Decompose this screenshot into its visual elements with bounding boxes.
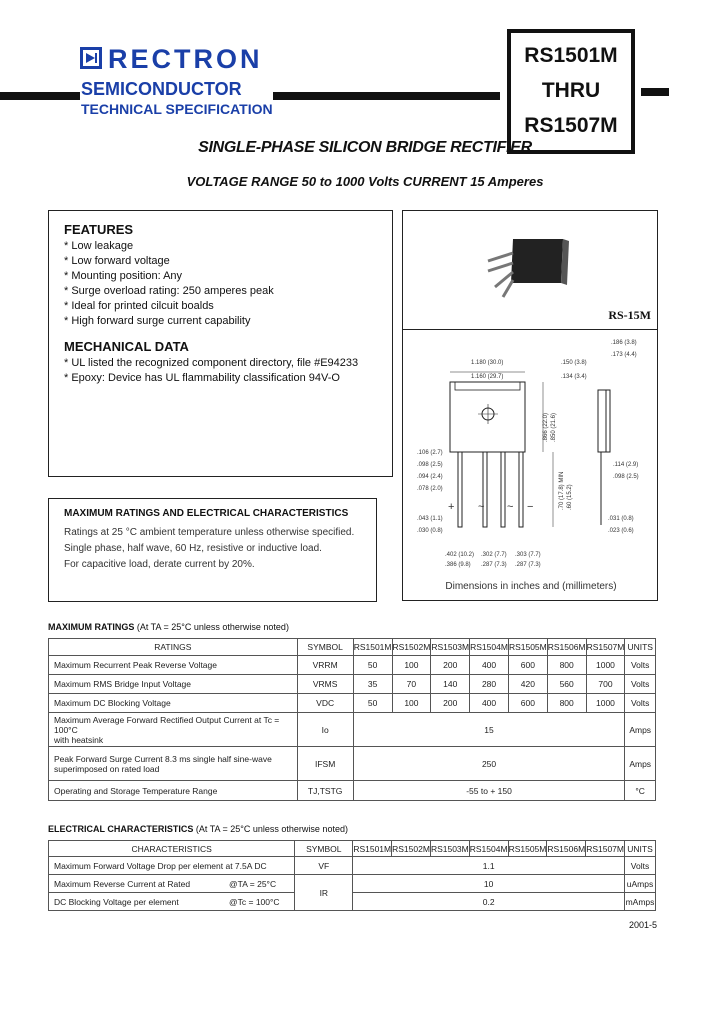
cell-value: 400	[470, 694, 509, 713]
cell-value: 15	[353, 713, 625, 747]
table-header: SYMBOL	[297, 639, 353, 656]
table-header: RS1503M	[431, 639, 470, 656]
list-item: * Low leakage	[64, 239, 392, 254]
table-header: RS1506M	[547, 639, 586, 656]
dim-text: .402 (10.2)	[445, 552, 475, 558]
row-label-line: Peak Forward Surge Current 8.3 ms single half sine-wave	[54, 753, 272, 764]
table-header: UNITS	[625, 639, 656, 656]
row-cond: @Tc = 100°C	[224, 893, 295, 911]
row-symbol: VDC	[297, 694, 353, 713]
row-symbol: Io	[297, 713, 353, 747]
dim-text: 1.160 (29.7)	[471, 374, 504, 380]
row-symbol: VRMS	[297, 675, 353, 694]
dim-text: .70 (17.8) MIN	[559, 471, 565, 510]
row-symbol: VRRM	[297, 656, 353, 675]
dim-text: .186 (3.8)	[611, 340, 637, 346]
page-title: SINGLE-PHASE SILICON BRIDGE RECTIFIER	[198, 139, 532, 156]
dim-text: .031 (0.8)	[608, 516, 634, 522]
table-row	[49, 713, 656, 747]
cell-value: 600	[508, 694, 547, 713]
ratings-note-line: Ratings at 25 °C ambient temperature unless otherwise specified.	[64, 527, 355, 538]
part-start: RS1501M	[524, 44, 618, 67]
header-rule-left	[0, 92, 80, 100]
dim-text: .173 (4.4)	[611, 352, 637, 358]
electrical-title-text: ELECTRICAL CHARACTERISTICS	[48, 824, 194, 834]
dimension-drawing	[402, 329, 658, 601]
list-item: * Surge overload rating: 250 amperes peak	[64, 284, 392, 299]
cell-value: 70	[392, 675, 431, 694]
part-number-box	[507, 29, 635, 154]
row-unit: mAmps	[625, 893, 656, 911]
cell-value: -55 to + 150	[353, 781, 625, 801]
brand-name: RECTRON	[108, 44, 263, 74]
table-header: RS1507M	[586, 639, 625, 656]
mechanical-heading: MECHANICAL DATA	[64, 339, 189, 354]
dim-text: .106 (2.7)	[417, 450, 443, 456]
row-symbol: VF	[295, 857, 353, 875]
table-header: RS1503M	[430, 841, 469, 857]
dim-text: .078 (2.0)	[417, 486, 443, 492]
cell-value: 35	[353, 675, 392, 694]
table-row	[49, 893, 656, 911]
row-unit: Volts	[625, 857, 656, 875]
table-header-row	[49, 841, 656, 857]
cell-value: 200	[431, 656, 470, 675]
row-unit: Volts	[625, 694, 656, 713]
table-header: RS1506M	[547, 841, 586, 857]
list-item: * Epoxy: Device has UL flammability classification 94V-O	[64, 371, 392, 386]
cell-value: 600	[508, 656, 547, 675]
dim-text: .098 (2.5)	[613, 474, 639, 480]
list-item: * High forward surge current capability	[64, 314, 392, 329]
table-header: RS1502M	[392, 841, 431, 857]
row-label: Maximum Reverse Current at Rated	[49, 875, 225, 893]
list-item: * Ideal for printed cilcuit boalds	[64, 299, 392, 314]
features-heading: FEATURES	[64, 222, 134, 237]
table-header: RS1504M	[470, 639, 509, 656]
cell-value: 420	[508, 675, 547, 694]
electrical-cond: (At TA = 25°C unless otherwise noted)	[195, 824, 348, 834]
dim-text: .287 (7.3)	[481, 562, 507, 568]
table-header: RS1505M	[508, 639, 547, 656]
row-unit: Volts	[625, 675, 656, 694]
cell-value: 700	[586, 675, 625, 694]
row-label: Maximum RMS Bridge Input Voltage	[49, 675, 298, 694]
row-symbol: TJ,TSTG	[297, 781, 353, 801]
table-row	[49, 656, 656, 675]
dim-text: .386 (9.8)	[445, 562, 471, 568]
dim-text: .094 (2.4)	[417, 474, 443, 480]
cell-value: 280	[470, 675, 509, 694]
part-thru: THRU	[541, 79, 601, 102]
division-name: SEMICONDUCTOR	[81, 79, 242, 99]
row-unit: uAmps	[625, 875, 656, 893]
dim-text: .60 (15.2)	[567, 484, 573, 510]
header-rule-right	[641, 88, 669, 96]
row-label-line: superimposed on rated load	[54, 763, 160, 774]
row-unit: °C	[625, 781, 656, 801]
table-row	[49, 694, 656, 713]
ratings-note-line: For capacitive load, derate current by 20%.	[64, 559, 255, 570]
dim-text: .043 (1.1)	[417, 516, 443, 522]
mechanical-list	[64, 356, 392, 386]
table-row	[49, 857, 656, 875]
footer-date: 2001-5	[628, 920, 657, 930]
table-header: SYMBOL	[295, 841, 353, 857]
cell-value: 200	[431, 694, 470, 713]
max-ratings-cond: (At TA = 25°C unless otherwise noted)	[136, 622, 289, 632]
dim-text: 1.180 (30.0)	[471, 360, 504, 366]
features-list	[64, 239, 392, 329]
list-item: * UL listed the recognized component directory, file #E94233	[64, 356, 392, 371]
table-header: UNITS	[625, 841, 656, 857]
dim-text: .866 (22.0)	[543, 412, 549, 442]
dim-text: .023 (0.6)	[608, 528, 634, 534]
row-symbol: IFSM	[297, 747, 353, 781]
row-label-line: with heatsink	[54, 734, 104, 745]
table-header: RS1507M	[586, 841, 625, 857]
cell-value: 250	[353, 747, 625, 781]
pin-label: ~	[507, 501, 514, 513]
cell-value: 560	[547, 675, 586, 694]
table-header-row	[49, 639, 656, 656]
pin-label: ~	[478, 501, 485, 513]
table-header: RS1504M	[469, 841, 508, 857]
cell-value: 100	[392, 656, 431, 675]
cell-value: 400	[470, 656, 509, 675]
row-label: DC Blocking Voltage per element	[49, 893, 225, 911]
rectron-logo-icon	[80, 47, 102, 69]
ratings-note-box	[48, 498, 377, 602]
cell-value: 50	[353, 694, 392, 713]
max-ratings-table	[48, 638, 656, 801]
dim-text: .302 (7.7)	[481, 552, 507, 558]
row-label	[49, 747, 298, 781]
table-header: RS1505M	[508, 841, 547, 857]
dim-text: .287 (7.3)	[515, 562, 541, 568]
cell-value: 0.2	[353, 893, 625, 911]
dim-text: .098 (2.5)	[417, 462, 443, 468]
pin-label: −	[527, 501, 534, 513]
page-subtitle: VOLTAGE RANGE 50 to 1000 Volts CURRENT 15 Amperes	[186, 174, 544, 189]
dim-text: .303 (7.7)	[515, 552, 541, 558]
table-row	[49, 875, 656, 893]
table-row	[49, 781, 656, 801]
electrical-title	[48, 824, 348, 834]
dim-text: .134 (3.4)	[561, 374, 587, 380]
cell-value: 1000	[586, 694, 625, 713]
dim-text: .850 (21.6)	[551, 412, 557, 442]
doc-type: TECHNICAL SPECIFICATION	[81, 101, 273, 117]
table-row	[49, 675, 656, 694]
cell-value: 800	[547, 656, 586, 675]
table-header: RS1501M	[353, 639, 392, 656]
max-ratings-title-text: MAXIMUM RATINGS	[48, 622, 135, 632]
cell-value: 140	[431, 675, 470, 694]
row-label-line: Maximum Average Forward Rectified Output Current at Tc = 100°C	[54, 714, 280, 735]
dim-text: .150 (3.8)	[561, 360, 587, 366]
list-item: * Low forward voltage	[64, 254, 392, 269]
row-cond: @TA = 25°C	[224, 875, 295, 893]
row-label	[49, 713, 298, 747]
cell-value: 1.1	[353, 857, 625, 875]
dim-text: .030 (0.8)	[417, 528, 443, 534]
ratings-note-line: Single phase, half wave, 60 Hz, resistive or inductive load.	[64, 543, 322, 554]
max-ratings-title	[48, 622, 289, 632]
row-label: Operating and Storage Temperature Range	[49, 781, 298, 801]
cell-value: 800	[547, 694, 586, 713]
row-unit: Amps	[625, 747, 656, 781]
table-header: RATINGS	[49, 639, 298, 656]
table-header: RS1502M	[392, 639, 431, 656]
row-unit: Volts	[625, 656, 656, 675]
dimension-caption: Dimensions in inches and (millimeters)	[445, 581, 617, 592]
cell-value: 1000	[586, 656, 625, 675]
header-rule-mid	[273, 92, 500, 100]
row-label: Maximum DC Blocking Voltage	[49, 694, 298, 713]
cell-value: 10	[353, 875, 625, 893]
part-end: RS1507M	[524, 114, 618, 137]
pin-label: +	[448, 501, 455, 513]
dim-text: .114 (2.9)	[613, 462, 639, 468]
row-label: Maximum Recurrent Peak Reverse Voltage	[49, 656, 298, 675]
row-unit: Amps	[625, 713, 656, 747]
features-box	[48, 210, 393, 477]
ratings-note-heading: MAXIMUM RATINGS AND ELECTRICAL CHARACTERISTICS	[64, 508, 349, 519]
table-row	[49, 747, 656, 781]
table-header: RS1501M	[353, 841, 392, 857]
package-image-box	[402, 210, 658, 330]
cell-value: 50	[353, 656, 392, 675]
table-header: CHARACTERISTICS	[49, 841, 295, 857]
row-label: Maximum Forward Voltage Drop per element at 7.5A DC	[49, 857, 295, 875]
list-item: * Mounting position: Any	[64, 269, 392, 284]
row-symbol: IR	[295, 875, 353, 911]
electrical-table	[48, 840, 656, 911]
package-label: RS-15M	[608, 308, 651, 322]
cell-value: 100	[392, 694, 431, 713]
